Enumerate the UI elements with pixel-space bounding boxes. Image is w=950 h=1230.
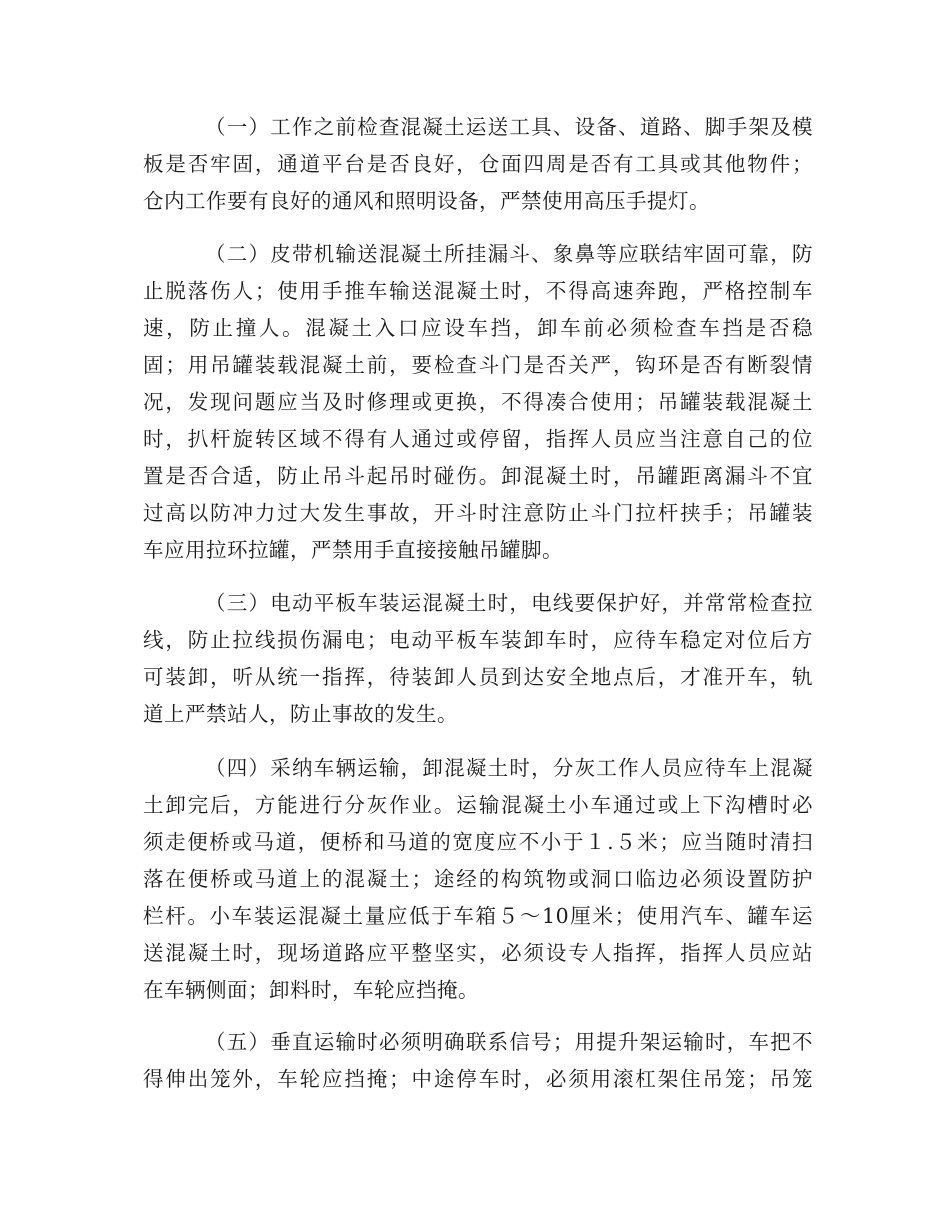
- paragraph-2-line-6: 时，扒杆旋转区域不得有人通过或停留，指挥人员应当注意自己的位: [143, 427, 813, 451]
- paragraph-4-line-1: （四）采纳车辆运输，卸混凝土时，分灰工作人员应待车上混凝: [205, 756, 813, 780]
- paragraph-4-line-4: 落在便桥或马道上的混凝土；途经的构筑物或洞口临边必须设置防护: [143, 867, 813, 891]
- paragraph-5-line-1: （五）垂直运输时必须明确联系信号；用提升架运输时，车把不: [205, 1030, 813, 1054]
- paragraph-4-line-7: 在车辆侧面；卸料时，车轮应挡掩。: [143, 978, 479, 1002]
- paragraph-3-line-4: 道上严禁站人，防止事故的发生。: [143, 702, 458, 726]
- paragraph-1-line-3: 仓内工作要有良好的通风和照明设备，严禁使用高压手提灯。: [143, 189, 710, 213]
- paragraph-2-line-1: （二）皮带机输送混凝土所挂漏斗、象鼻等应联结牢固可靠，防: [205, 242, 813, 266]
- paragraph-3-line-3: 可装卸，听从统一指挥，待装卸人员到达安全地点后，才准开车，轨: [143, 665, 813, 689]
- paragraph-3-line-2: 线，防止拉线损伤漏电；电动平板车装卸车时，应待车稳定对位后方: [143, 628, 813, 652]
- paragraph-1-line-1: （一）工作之前检查混凝土运送工具、设备、道路、脚手架及模: [205, 115, 813, 139]
- paragraph-4-line-6: 送混凝土时，现场道路应平整坚实，必须设专人指挥，指挥人员应站: [143, 941, 813, 965]
- paragraph-2-line-9: 车应用拉环拉罐，严禁用手直接接触吊罐脚。: [143, 538, 563, 562]
- paragraph-2-line-8: 过高以防冲力过大发生事故，开斗时注意防止斗门拉杆挟手；吊罐装: [143, 501, 813, 525]
- paragraph-4-line-2: 土卸完后，方能进行分灰作业。运输混凝土小车通过或上下沟槽时必: [143, 793, 813, 817]
- paragraph-4-line-3: 须走便桥或马道，便桥和马道的宽度应不小于１.５米；应当随时清扫: [143, 830, 813, 854]
- paragraph-1-line-2: 板是否牢固，通道平台是否良好，仓面四周是否有工具或其他物件；: [143, 152, 813, 176]
- paragraph-4-line-5: 栏杆。小车装运混凝土量应低于车箱５～10厘米；使用汽车、罐车运: [143, 904, 813, 928]
- paragraph-3-line-1: （三）电动平板车装运混凝土时，电线要保护好，并常常检查拉: [205, 591, 813, 615]
- paragraph-2-line-7: 置是否合适，防止吊斗起吊时碰伤。卸混凝土时，吊罐距离漏斗不宜: [143, 464, 813, 488]
- paragraph-2-line-2: 止脱落伤人；使用手推车输送混凝土时，不得高速奔跑，严格控制车: [143, 279, 813, 303]
- paragraph-5-line-2: 得伸出笼外，车轮应挡掩；中途停车时，必须用滚杠架住吊笼；吊笼: [143, 1067, 813, 1091]
- paragraph-2-line-3: 速，防止撞人。混凝土入口应设车挡，卸车前必须检查车挡是否稳: [143, 316, 813, 340]
- paragraph-2-line-5: 况，发现问题应当及时修理或更换，不得凑合使用；吊罐装载混凝土: [143, 390, 813, 414]
- paragraph-2-line-4: 固；用吊罐装载混凝土前，要检查斗门是否关严，钩环是否有断裂情: [143, 353, 813, 377]
